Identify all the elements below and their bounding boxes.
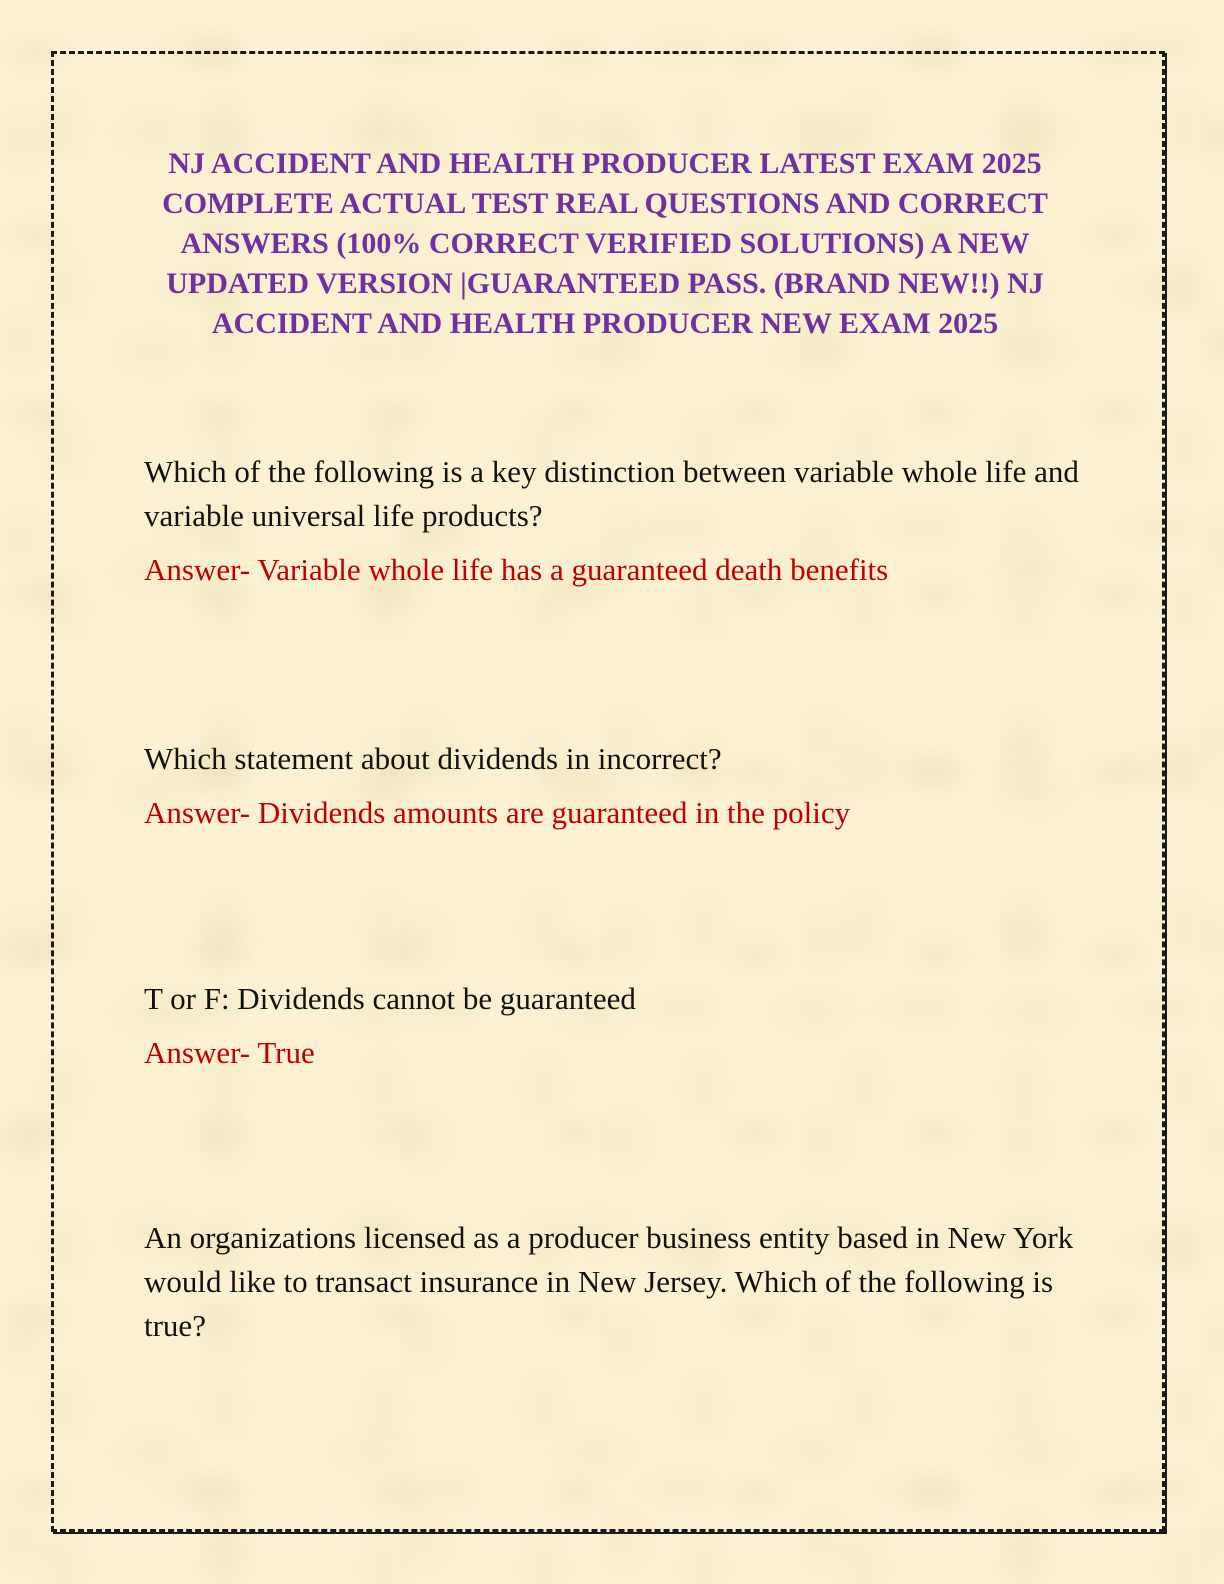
answer-text: Answer- Dividends amounts are guaranteed in the policy [144, 795, 851, 830]
question-text: T or F: Dividends cannot be guaranteed [144, 981, 636, 1016]
answer-text: Answer- Variable whole life has a guaranteed death benefits [144, 552, 889, 587]
qa-item [144, 737, 1104, 835]
qa-item [144, 1216, 1104, 1348]
question-text: Which of the following is a key distinction between variable whole life and variable universal life products? [144, 454, 1079, 533]
question-text: Which statement about dividends in incorrect? [144, 741, 722, 776]
qa-item [144, 977, 1104, 1075]
qa-item [144, 450, 1104, 592]
document-title: NJ ACCIDENT AND HEALTH PRODUCER LATEST EXAM 2025 COMPLETE ACTUAL TEST REAL QUESTIONS AND CORRECT ANSWERS (100% CORRECT VERIFIED SOLUTIONS) A NEW UPDATED VERSION |GUARANTEED PASS. (BRAND NEW!!) NJ ACCIDENT AND HEALTH PRODUCER NEW EXAM 2025 [162, 147, 1048, 340]
question-text: An organizations licensed as a producer business entity based in New York would like to transact insurance in New Jersey. Which of the following is true? [144, 1220, 1074, 1343]
answer-text: Answer- True [144, 1035, 315, 1070]
